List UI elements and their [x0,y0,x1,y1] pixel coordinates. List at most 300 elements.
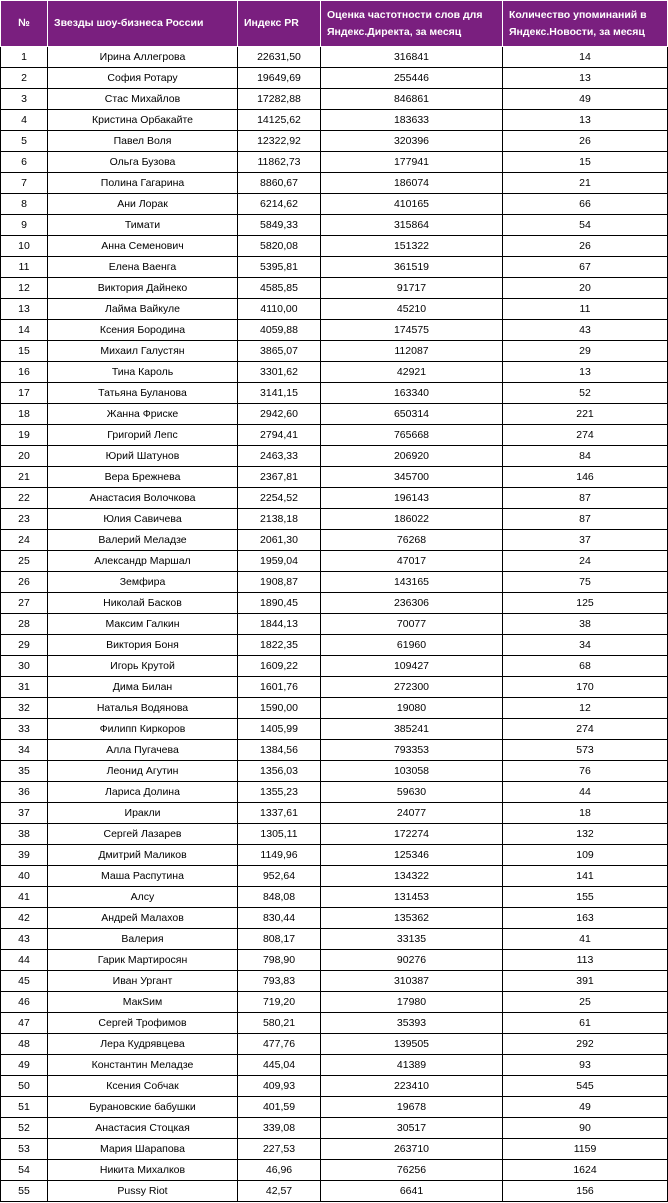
cell-number: 14 [1,320,48,341]
cell-number: 43 [1,929,48,950]
table-row [1,488,668,509]
table-row [1,383,668,404]
cell-number: 25 [1,551,48,572]
cell-news-mentions: 12 [503,698,668,719]
column-header-yandex-direct-frequency: Оценка частотности слов для Яндекс.Директа, за месяц [321,1,503,47]
column-header-star-name: Звезды шоу-бизнеса России [48,1,238,47]
table-row [1,89,668,110]
column-header-pr-index: Индекс PR [238,1,321,47]
cell-pr-index: 1959,04 [238,551,321,572]
cell-star-name: Маша Распутина [48,866,238,887]
cell-number: 42 [1,908,48,929]
cell-star-name: Анастасия Стоцкая [48,1118,238,1139]
cell-news-mentions: 274 [503,719,668,740]
cell-star-name: Леонид Агутин [48,761,238,782]
cell-star-name: Игорь Крутой [48,656,238,677]
cell-pr-index: 3141,15 [238,383,321,404]
cell-direct-frequency: 6641 [321,1181,503,1202]
table-row [1,194,668,215]
cell-number: 22 [1,488,48,509]
cell-number: 30 [1,656,48,677]
cell-pr-index: 3301,62 [238,362,321,383]
table-row [1,131,668,152]
cell-star-name: Сергей Трофимов [48,1013,238,1034]
cell-star-name: Дима Билан [48,677,238,698]
table-row [1,1181,668,1202]
cell-direct-frequency: 35393 [321,1013,503,1034]
cell-pr-index: 2367,81 [238,467,321,488]
cell-pr-index: 46,96 [238,1160,321,1181]
cell-number: 35 [1,761,48,782]
cell-direct-frequency: 143165 [321,572,503,593]
cell-direct-frequency: 47017 [321,551,503,572]
table-row [1,782,668,803]
table-row [1,1160,668,1181]
cell-direct-frequency: 172274 [321,824,503,845]
cell-news-mentions: 1624 [503,1160,668,1181]
table-row [1,1034,668,1055]
cell-number: 50 [1,1076,48,1097]
cell-direct-frequency: 90276 [321,950,503,971]
table-row [1,47,668,68]
cell-direct-frequency: 163340 [321,383,503,404]
table-row [1,68,668,89]
cell-number: 27 [1,593,48,614]
cell-direct-frequency: 103058 [321,761,503,782]
cell-star-name: Юлия Савичева [48,509,238,530]
cell-pr-index: 952,64 [238,866,321,887]
cell-news-mentions: 109 [503,845,668,866]
cell-pr-index: 227,53 [238,1139,321,1160]
cell-news-mentions: 24 [503,551,668,572]
cell-direct-frequency: 186074 [321,173,503,194]
cell-star-name: Филипп Киркоров [48,719,238,740]
cell-number: 18 [1,404,48,425]
cell-star-name: Бурановские бабушки [48,1097,238,1118]
cell-star-name: Анна Семенович [48,236,238,257]
cell-pr-index: 42,57 [238,1181,321,1202]
cell-pr-index: 830,44 [238,908,321,929]
cell-pr-index: 1822,35 [238,635,321,656]
cell-pr-index: 798,90 [238,950,321,971]
cell-number: 36 [1,782,48,803]
cell-number: 11 [1,257,48,278]
table-row [1,1076,668,1097]
cell-pr-index: 1355,23 [238,782,321,803]
cell-direct-frequency: 91717 [321,278,503,299]
table-row [1,530,668,551]
table-row [1,1013,668,1034]
cell-news-mentions: 146 [503,467,668,488]
cell-news-mentions: 37 [503,530,668,551]
table-row [1,173,668,194]
cell-news-mentions: 49 [503,89,668,110]
cell-pr-index: 719,20 [238,992,321,1013]
table-row [1,887,668,908]
cell-news-mentions: 13 [503,68,668,89]
cell-number: 1 [1,47,48,68]
cell-pr-index: 17282,88 [238,89,321,110]
cell-star-name: Pussy Riot [48,1181,238,1202]
cell-number: 17 [1,383,48,404]
cell-pr-index: 848,08 [238,887,321,908]
cell-direct-frequency: 223410 [321,1076,503,1097]
cell-news-mentions: 29 [503,341,668,362]
cell-number: 55 [1,1181,48,1202]
cell-pr-index: 5395,81 [238,257,321,278]
cell-direct-frequency: 206920 [321,446,503,467]
cell-number: 44 [1,950,48,971]
cell-number: 48 [1,1034,48,1055]
cell-news-mentions: 125 [503,593,668,614]
cell-star-name: Иракли [48,803,238,824]
cell-pr-index: 5820,08 [238,236,321,257]
cell-pr-index: 1601,76 [238,677,321,698]
cell-number: 40 [1,866,48,887]
table-row [1,656,668,677]
cell-number: 4 [1,110,48,131]
cell-number: 7 [1,173,48,194]
table-row [1,677,668,698]
cell-news-mentions: 141 [503,866,668,887]
cell-direct-frequency: 236306 [321,593,503,614]
cell-pr-index: 4059,88 [238,320,321,341]
cell-news-mentions: 14 [503,47,668,68]
cell-pr-index: 1405,99 [238,719,321,740]
cell-star-name: Наталья Водянова [48,698,238,719]
cell-news-mentions: 18 [503,803,668,824]
cell-pr-index: 1890,45 [238,593,321,614]
cell-direct-frequency: 76256 [321,1160,503,1181]
cell-number: 31 [1,677,48,698]
cell-star-name: Валерия [48,929,238,950]
cell-star-name: Дмитрий Маликов [48,845,238,866]
cell-direct-frequency: 385241 [321,719,503,740]
cell-star-name: Анастасия Волочкова [48,488,238,509]
cell-number: 2 [1,68,48,89]
cell-direct-frequency: 59630 [321,782,503,803]
table-row [1,803,668,824]
cell-pr-index: 793,83 [238,971,321,992]
cell-number: 10 [1,236,48,257]
table-row [1,824,668,845]
cell-star-name: Лариса Долина [48,782,238,803]
cell-news-mentions: 15 [503,152,668,173]
cell-direct-frequency: 19080 [321,698,503,719]
cell-star-name: Алсу [48,887,238,908]
column-header-yandex-news-mentions: Количество упоминаний в Яндекс.Новости, за месяц [503,1,668,47]
cell-direct-frequency: 320396 [321,131,503,152]
cell-news-mentions: 26 [503,131,668,152]
cell-direct-frequency: 263710 [321,1139,503,1160]
cell-number: 3 [1,89,48,110]
cell-star-name: Ольга Бузова [48,152,238,173]
cell-pr-index: 1590,00 [238,698,321,719]
cell-star-name: Жанна Фриске [48,404,238,425]
cell-number: 32 [1,698,48,719]
cell-star-name: Николай Басков [48,593,238,614]
cell-star-name: Кристина Орбакайте [48,110,238,131]
cell-number: 19 [1,425,48,446]
cell-number: 12 [1,278,48,299]
cell-direct-frequency: 139505 [321,1034,503,1055]
cell-star-name: Лайма Вайкуле [48,299,238,320]
cell-star-name: Ксения Бородина [48,320,238,341]
table-row [1,593,668,614]
cell-pr-index: 14125,62 [238,110,321,131]
cell-direct-frequency: 112087 [321,341,503,362]
cell-direct-frequency: 315864 [321,215,503,236]
cell-pr-index: 808,17 [238,929,321,950]
cell-pr-index: 339,08 [238,1118,321,1139]
cell-pr-index: 12322,92 [238,131,321,152]
cell-number: 21 [1,467,48,488]
cell-news-mentions: 156 [503,1181,668,1202]
cell-news-mentions: 54 [503,215,668,236]
cell-pr-index: 3865,07 [238,341,321,362]
cell-pr-index: 445,04 [238,1055,321,1076]
cell-pr-index: 2138,18 [238,509,321,530]
cell-pr-index: 477,76 [238,1034,321,1055]
cell-direct-frequency: 310387 [321,971,503,992]
cell-pr-index: 1149,96 [238,845,321,866]
cell-pr-index: 22631,50 [238,47,321,68]
cell-number: 5 [1,131,48,152]
cell-number: 41 [1,887,48,908]
cell-number: 16 [1,362,48,383]
cell-star-name: Виктория Боня [48,635,238,656]
cell-pr-index: 580,21 [238,1013,321,1034]
cell-star-name: Тина Кароль [48,362,238,383]
cell-star-name: Ксения Собчак [48,1076,238,1097]
cell-news-mentions: 68 [503,656,668,677]
table-row [1,320,668,341]
cell-number: 28 [1,614,48,635]
table-row [1,908,668,929]
cell-star-name: Лера Кудрявцева [48,1034,238,1055]
cell-news-mentions: 49 [503,1097,668,1118]
cell-direct-frequency: 125346 [321,845,503,866]
cell-news-mentions: 545 [503,1076,668,1097]
cell-star-name: Ирина Аллегрова [48,47,238,68]
cell-news-mentions: 292 [503,1034,668,1055]
cell-pr-index: 2061,30 [238,530,321,551]
cell-news-mentions: 13 [503,362,668,383]
table-row [1,992,668,1013]
cell-news-mentions: 52 [503,383,668,404]
cell-direct-frequency: 42921 [321,362,503,383]
cell-news-mentions: 170 [503,677,668,698]
table-row [1,425,668,446]
column-header-number: № [1,1,48,47]
cell-direct-frequency: 765668 [321,425,503,446]
table-row [1,236,668,257]
cell-star-name: Павел Воля [48,131,238,152]
cell-direct-frequency: 30517 [321,1118,503,1139]
cell-news-mentions: 25 [503,992,668,1013]
cell-news-mentions: 20 [503,278,668,299]
cell-star-name: Александр Маршал [48,551,238,572]
cell-news-mentions: 11 [503,299,668,320]
cell-news-mentions: 1159 [503,1139,668,1160]
cell-pr-index: 1908,87 [238,572,321,593]
cell-number: 9 [1,215,48,236]
cell-direct-frequency: 45210 [321,299,503,320]
cell-pr-index: 19649,69 [238,68,321,89]
cell-news-mentions: 391 [503,971,668,992]
cell-number: 8 [1,194,48,215]
cell-direct-frequency: 846861 [321,89,503,110]
cell-star-name: Юрий Шатунов [48,446,238,467]
table-row [1,404,668,425]
cell-news-mentions: 573 [503,740,668,761]
cell-news-mentions: 113 [503,950,668,971]
table-row [1,950,668,971]
cell-direct-frequency: 186022 [321,509,503,530]
cell-number: 15 [1,341,48,362]
cell-news-mentions: 38 [503,614,668,635]
table-row [1,1055,668,1076]
cell-news-mentions: 132 [503,824,668,845]
cell-star-name: Михаил Галустян [48,341,238,362]
cell-news-mentions: 26 [503,236,668,257]
table-row [1,341,668,362]
cell-news-mentions: 87 [503,509,668,530]
cell-news-mentions: 75 [503,572,668,593]
cell-star-name: София Ротару [48,68,238,89]
table-row [1,719,668,740]
cell-direct-frequency: 70077 [321,614,503,635]
cell-pr-index: 401,59 [238,1097,321,1118]
cell-star-name: Алла Пугачева [48,740,238,761]
cell-number: 51 [1,1097,48,1118]
cell-star-name: Андрей Малахов [48,908,238,929]
cell-pr-index: 11862,73 [238,152,321,173]
cell-pr-index: 2463,33 [238,446,321,467]
cell-star-name: Татьяна Буланова [48,383,238,404]
cell-star-name: Никита Михалков [48,1160,238,1181]
cell-news-mentions: 84 [503,446,668,467]
cell-news-mentions: 274 [503,425,668,446]
cell-direct-frequency: 174575 [321,320,503,341]
cell-news-mentions: 87 [503,488,668,509]
cell-direct-frequency: 793353 [321,740,503,761]
cell-news-mentions: 44 [503,782,668,803]
table-row [1,509,668,530]
cell-direct-frequency: 24077 [321,803,503,824]
table-row [1,614,668,635]
cell-direct-frequency: 135362 [321,908,503,929]
cell-star-name: Полина Гагарина [48,173,238,194]
table-row [1,929,668,950]
cell-number: 34 [1,740,48,761]
cell-news-mentions: 221 [503,404,668,425]
cell-number: 45 [1,971,48,992]
cell-pr-index: 8860,67 [238,173,321,194]
table-row [1,467,668,488]
cell-news-mentions: 67 [503,257,668,278]
cell-direct-frequency: 196143 [321,488,503,509]
cell-star-name: Стас Михайлов [48,89,238,110]
cell-number: 13 [1,299,48,320]
cell-number: 20 [1,446,48,467]
cell-number: 23 [1,509,48,530]
table-row [1,698,668,719]
table-row [1,257,668,278]
cell-star-name: Ани Лорак [48,194,238,215]
cell-number: 37 [1,803,48,824]
cell-direct-frequency: 177941 [321,152,503,173]
cell-number: 33 [1,719,48,740]
cell-news-mentions: 90 [503,1118,668,1139]
cell-direct-frequency: 76268 [321,530,503,551]
cell-direct-frequency: 316841 [321,47,503,68]
cell-news-mentions: 13 [503,110,668,131]
table-body [1,47,668,1202]
cell-number: 38 [1,824,48,845]
cell-direct-frequency: 272300 [321,677,503,698]
cell-pr-index: 1305,11 [238,824,321,845]
cell-pr-index: 2254,52 [238,488,321,509]
table-row [1,1139,668,1160]
cell-pr-index: 1609,22 [238,656,321,677]
cell-pr-index: 4585,85 [238,278,321,299]
cell-star-name: Константин Меладзе [48,1055,238,1076]
cell-star-name: Сергей Лазарев [48,824,238,845]
cell-news-mentions: 34 [503,635,668,656]
cell-star-name: Мария Шарапова [48,1139,238,1160]
table-row [1,299,668,320]
cell-direct-frequency: 61960 [321,635,503,656]
table-row [1,215,668,236]
cell-star-name: Валерий Меладзе [48,530,238,551]
table-row [1,572,668,593]
cell-pr-index: 5849,33 [238,215,321,236]
table-row [1,1097,668,1118]
cell-pr-index: 1384,56 [238,740,321,761]
cell-pr-index: 1844,13 [238,614,321,635]
cell-star-name: Григорий Лепс [48,425,238,446]
cell-pr-index: 4110,00 [238,299,321,320]
cell-number: 54 [1,1160,48,1181]
cell-pr-index: 2942,60 [238,404,321,425]
cell-pr-index: 2794,41 [238,425,321,446]
cell-star-name: Вера Брежнева [48,467,238,488]
cell-number: 24 [1,530,48,551]
cell-direct-frequency: 33135 [321,929,503,950]
cell-news-mentions: 66 [503,194,668,215]
table-row [1,635,668,656]
cell-star-name: Иван Ургант [48,971,238,992]
cell-direct-frequency: 410165 [321,194,503,215]
cell-star-name: Виктория Дайнеко [48,278,238,299]
cell-direct-frequency: 41389 [321,1055,503,1076]
table-row [1,362,668,383]
cell-direct-frequency: 151322 [321,236,503,257]
cell-news-mentions: 21 [503,173,668,194]
cell-news-mentions: 61 [503,1013,668,1034]
cell-star-name: МакSим [48,992,238,1013]
cell-number: 6 [1,152,48,173]
cell-number: 53 [1,1139,48,1160]
table-row [1,971,668,992]
cell-news-mentions: 41 [503,929,668,950]
table-row [1,761,668,782]
cell-news-mentions: 155 [503,887,668,908]
cell-star-name: Гарик Мартиросян [48,950,238,971]
cell-news-mentions: 163 [503,908,668,929]
table-header-row [1,1,668,47]
